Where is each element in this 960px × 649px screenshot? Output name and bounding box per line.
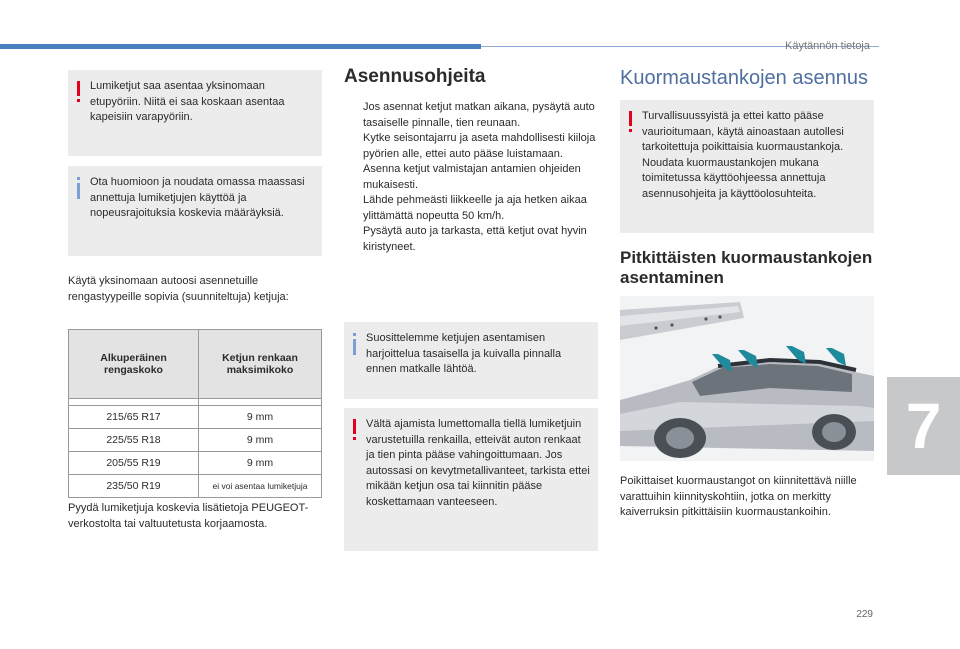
intro-paragraph: Käytä yksinomaan autoosi asennetuille rengastyypeille sopivia (suunniteltuja) ketjuja: <box>68 275 289 303</box>
outro-paragraph: Pyydä lumiketjuja koskevia lisätietoja PEUGEOT-verkostolta tai valtuutetusta korjaamosta. <box>68 502 309 530</box>
table-row <box>69 429 322 452</box>
table-cell: 9 mm <box>199 452 322 475</box>
info-icon <box>76 177 81 201</box>
section-title-installation: Asennusohjeita <box>344 66 486 87</box>
subsection-title-longitudinal-bars: Pitkittäisten kuormaustankojen asentaminen <box>620 248 873 287</box>
list-item: Lähde pehmeästi liikkeelle ja aja hetken aikaa ylittämättä nopeutta 50 km/h. <box>363 194 587 222</box>
table-row <box>69 475 322 498</box>
table-cell: 9 mm <box>199 429 322 452</box>
table-cell: ei voi asentaa lumiketjuja <box>199 475 322 498</box>
warning-note-text: Lumiketjut saa asentaa yksinomaan etupyöriin. Niitä ei saa koskaan asentaa kapeisiin varapyöriin. <box>90 80 285 123</box>
warning-icon <box>76 81 81 103</box>
header-rule <box>0 44 481 49</box>
list-item: Asenna ketjut valmistajan antamien ohjeiden mukaisesti. <box>363 163 581 191</box>
roof-bars-illustration <box>620 296 874 461</box>
info-note-practice <box>344 322 598 399</box>
roof-bars-caption: Poikittaiset kuormaustangot on kiinnitettävä niille varattuihin kiinnityskohtiin, jotka on merkitty kaiverruksin pitkittäisiin kuormaustankoihin. <box>620 475 857 518</box>
table-header-row <box>69 330 322 399</box>
chapter-number: 7 <box>905 390 942 462</box>
info-note-text: Suosittelemme ketjujen asentamisen harjoittelua tasaisella ja kuivalla pinnalla ennen matkalle lähtöä. <box>366 332 562 375</box>
list-item: Kytke seisontajarru ja aseta mahdollisesti kiiloja pyörien alle, ettei auto pääse luistamaan. <box>363 132 596 160</box>
table-row <box>69 452 322 475</box>
page-number: 229 <box>856 609 873 620</box>
chapter-tab <box>887 377 960 475</box>
warning-note-text: Vältä ajamista lumettomalla tiellä lumiketjuin varustetuilla renkailla, etteivät auton renkaat ja tien pinta pääse vahingoittumaan. Jos autossasi on kevytmetallivanteet, tarkista ettei mikään ketjun osa tai kiinnitin pääse koskettamaan vanteeseen. <box>366 418 590 508</box>
table-cell: 225/55 R18 <box>69 429 199 452</box>
list-item: Jos asennat ketjut matkan aikana, pysäytä auto tasaiselle pinnalle, tien reunaan. <box>363 101 595 129</box>
header-section-title: Käytännön tietoja <box>784 40 870 52</box>
list-item: Pysäytä auto ja tarkasta, että ketjut ovat hyvin kiristyneet. <box>363 225 587 253</box>
warning-icon <box>352 419 357 441</box>
tyre-chain-table <box>68 329 322 498</box>
table-cell: 9 mm <box>199 406 322 429</box>
info-icon <box>352 333 357 357</box>
warning-note-text: Turvallisuussyistä ja ettei katto pääse vaurioitumaan, käytä ainoastaan autollesi tarkoitettuja poikittaisia kuormaustankoja. Noudata kuormaustankojen mukana toimitetussa käyttöohjeessa annettuja asennusohjeita ja käyttöolosuhteita. <box>642 110 844 200</box>
table-cell: 235/50 R19 <box>69 475 199 498</box>
car-roof-rail-drawing <box>620 296 874 461</box>
info-note-text: Ota huomioon ja noudata omassa maassasi annettuja lumiketjujen käyttöä ja nopeusrajoituksia koskevia määräyksiä. <box>90 176 305 219</box>
table-header-max-size: Ketjun renkaan maksimikoko <box>199 330 322 399</box>
table-cell: 215/65 R17 <box>69 406 199 429</box>
table-row <box>69 406 322 429</box>
warning-note-no-snow <box>344 408 598 551</box>
table-cell: 205/55 R19 <box>69 452 199 475</box>
warning-note-roof-bars <box>620 100 874 233</box>
section-title-roof-bars: Kuormaustankojen asennus <box>620 67 868 89</box>
warning-icon <box>628 111 633 133</box>
installation-steps-list <box>344 100 598 255</box>
info-note-regulations <box>68 166 322 256</box>
table-header-original-size: Alkuperäinen rengaskoko <box>69 330 199 399</box>
warning-note-snow-chains-front <box>68 70 322 156</box>
